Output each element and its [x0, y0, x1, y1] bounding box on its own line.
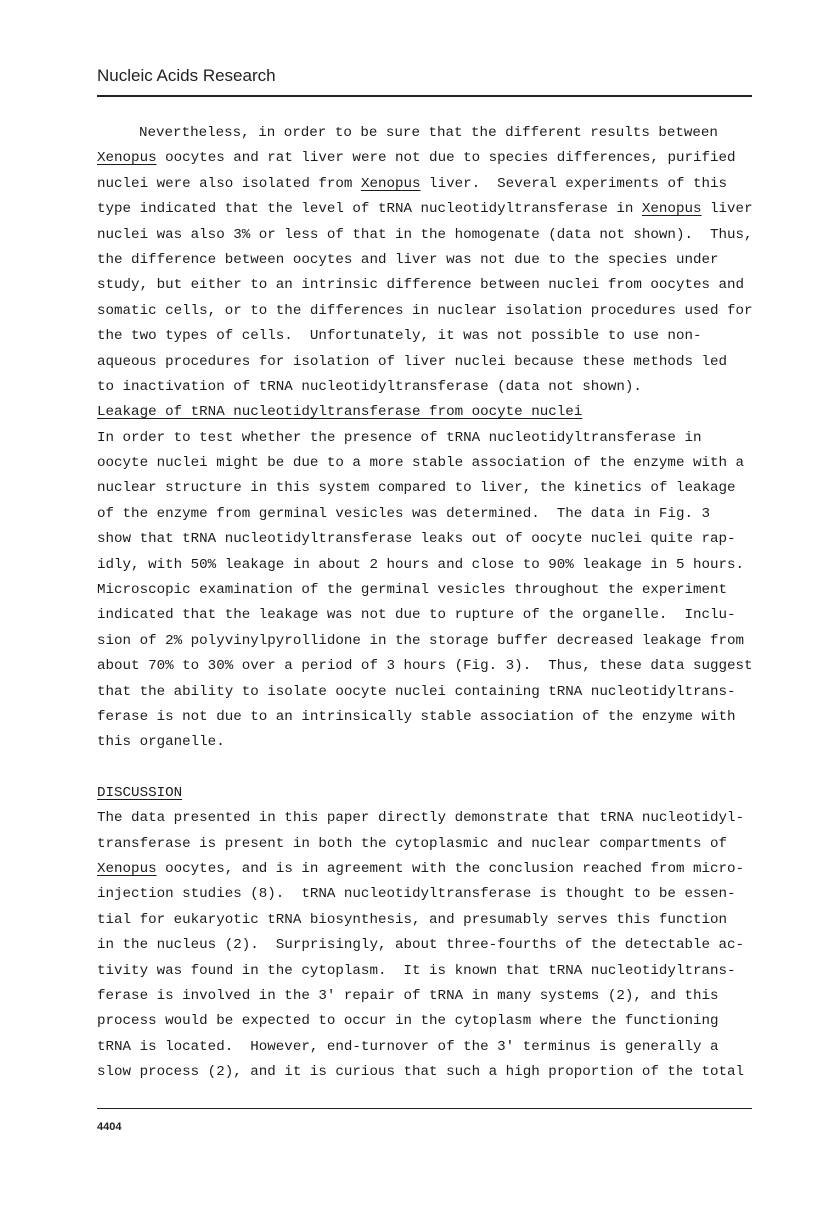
text-run: injection studies (8). tRNA nucleotidyltransferase is thought to be essen-: [97, 886, 736, 903]
paragraph-2: [97, 426, 757, 756]
text-run: oocytes, and is in agreement with the conclusion reached from micro-: [156, 860, 745, 877]
text-run: tivity was found in the cytoplasm. It is known that tRNA nucleotidyltrans-: [97, 962, 736, 979]
italic-species-name: Xenopus: [97, 860, 157, 877]
text-run: nuclei were also isolated from: [97, 175, 361, 192]
paragraph-3: [97, 806, 757, 1085]
text-line: [97, 832, 757, 857]
journal-title: Nucleic Acids Research: [97, 66, 276, 85]
section-heading-discussion: DISCUSSION: [97, 784, 183, 801]
section-heading-leakage: Leakage of tRNA nucleotidyltransferase from oocyte nuclei: [97, 404, 583, 421]
text-run: the difference between oocytes and liver was not due to the species under: [97, 251, 719, 268]
footer-rule: [97, 1108, 752, 1109]
text-run: liver. Several experiments of this: [420, 175, 728, 192]
text-line: [97, 882, 757, 907]
text-run: oocytes and rat liver were not due to species differences, purified: [156, 150, 736, 167]
italic-species-name: Xenopus: [360, 175, 421, 192]
text-line: [97, 375, 757, 400]
text-line: idly, with 50% leakage in about 2 hours and close to 90% leakage in 5 hours.: [97, 556, 745, 573]
text-run: somatic cells, or to the differences in nuclear isolation procedures used for: [97, 302, 753, 319]
italic-species-name: Xenopus: [641, 201, 702, 218]
text-run: process would be expected to occur in the cytoplasm where the functioning: [97, 1013, 719, 1030]
text-run: to inactivation of tRNA nucleotidyltransferase (data not shown).: [97, 378, 642, 395]
text-line: [97, 172, 757, 197]
text-line: [97, 1060, 757, 1085]
text-line: [97, 933, 757, 958]
paragraph-1: [97, 121, 757, 400]
text-run: liver: [701, 201, 753, 218]
text-run: aqueous procedures for isolation of liver nuclei because these methods led: [97, 353, 728, 370]
paragraph-gap: [97, 756, 757, 781]
text-run: the two types of cells. Unfortunately, it was not possible to use non-: [97, 328, 702, 345]
text-line: [97, 984, 757, 1009]
text-line: oocyte nuclei might be due to a more stable association of the enzyme with a: [97, 455, 745, 472]
italic-species-name: Xenopus: [97, 150, 157, 167]
text-run: type indicated that the level of tRNA nucleotidyltransferase in: [97, 201, 642, 218]
text-line: about 70% to 30% over a period of 3 hours (Fig. 3). Thus, these data suggest: [97, 658, 753, 675]
text-run: The data presented in this paper directly demonstrate that tRNA nucleotidyl-: [97, 810, 745, 827]
text-run: in the nucleus (2). Surprisingly, about three-fourths of the detectable ac-: [97, 937, 745, 954]
text-run: nuclei was also 3% or less of that in the homogenate (data not shown). Thus,: [97, 226, 753, 243]
text-line: In order to test whether the presence of tRNA nucleotidyltransferase in: [97, 429, 702, 446]
text-line: ferase is not due to an intrinsically stable association of the enzyme with: [97, 708, 736, 725]
body-text: [97, 121, 757, 1085]
text-line: [97, 959, 757, 984]
text-line: [97, 273, 757, 298]
text-run: ferase is involved in the 3' repair of tRNA in many systems (2), and this: [97, 987, 719, 1004]
text-line: [97, 248, 757, 273]
text-run: transferase is present in both the cytoplasmic and nuclear compartments of: [97, 835, 728, 852]
text-line: [97, 223, 757, 248]
header-rule: [97, 95, 752, 97]
text-line: [97, 857, 757, 882]
text-line: [97, 197, 757, 222]
text-line: [97, 324, 757, 349]
text-line: of the enzyme from germinal vesicles was determined. The data in Fig. 3: [97, 505, 710, 522]
text-line: that the ability to isolate oocyte nuclei containing tRNA nucleotidyltrans-: [97, 683, 736, 700]
text-line: [97, 1035, 757, 1060]
text-line: [97, 350, 757, 375]
text-run: tial for eukaryotic tRNA biosynthesis, and presumably serves this function: [97, 911, 728, 928]
text-line: [97, 806, 757, 831]
text-run: tRNA is located. However, end-turnover of the 3' terminus is generally a: [97, 1038, 719, 1055]
text-line: nuclear structure in this system compared to liver, the kinetics of leakage: [97, 480, 736, 497]
text-run: Nevertheless, in order to be sure that the different results between: [139, 125, 718, 141]
text-line: [97, 908, 757, 933]
text-line: this organelle.: [97, 734, 225, 751]
text-line: [97, 146, 757, 171]
text-line: sion of 2% polyvinylpyrollidone in the storage buffer decreased leakage from: [97, 632, 745, 649]
page-number: 4404: [97, 1121, 122, 1133]
text-run: slow process (2), and it is curious that such a high proportion of the total: [97, 1064, 745, 1081]
text-line: [97, 1009, 757, 1034]
text-line: [97, 121, 757, 146]
text-line: show that tRNA nucleotidyltransferase leaks out of oocyte nuclei quite rap-: [97, 531, 736, 548]
text-line: Microscopic examination of the germinal vesicles throughout the experiment: [97, 582, 728, 599]
text-line: indicated that the leakage was not due to rupture of the organelle. Inclu-: [97, 607, 736, 624]
text-line: [97, 299, 757, 324]
text-run: study, but either to an intrinsic difference between nuclei from oocytes and: [97, 277, 745, 294]
